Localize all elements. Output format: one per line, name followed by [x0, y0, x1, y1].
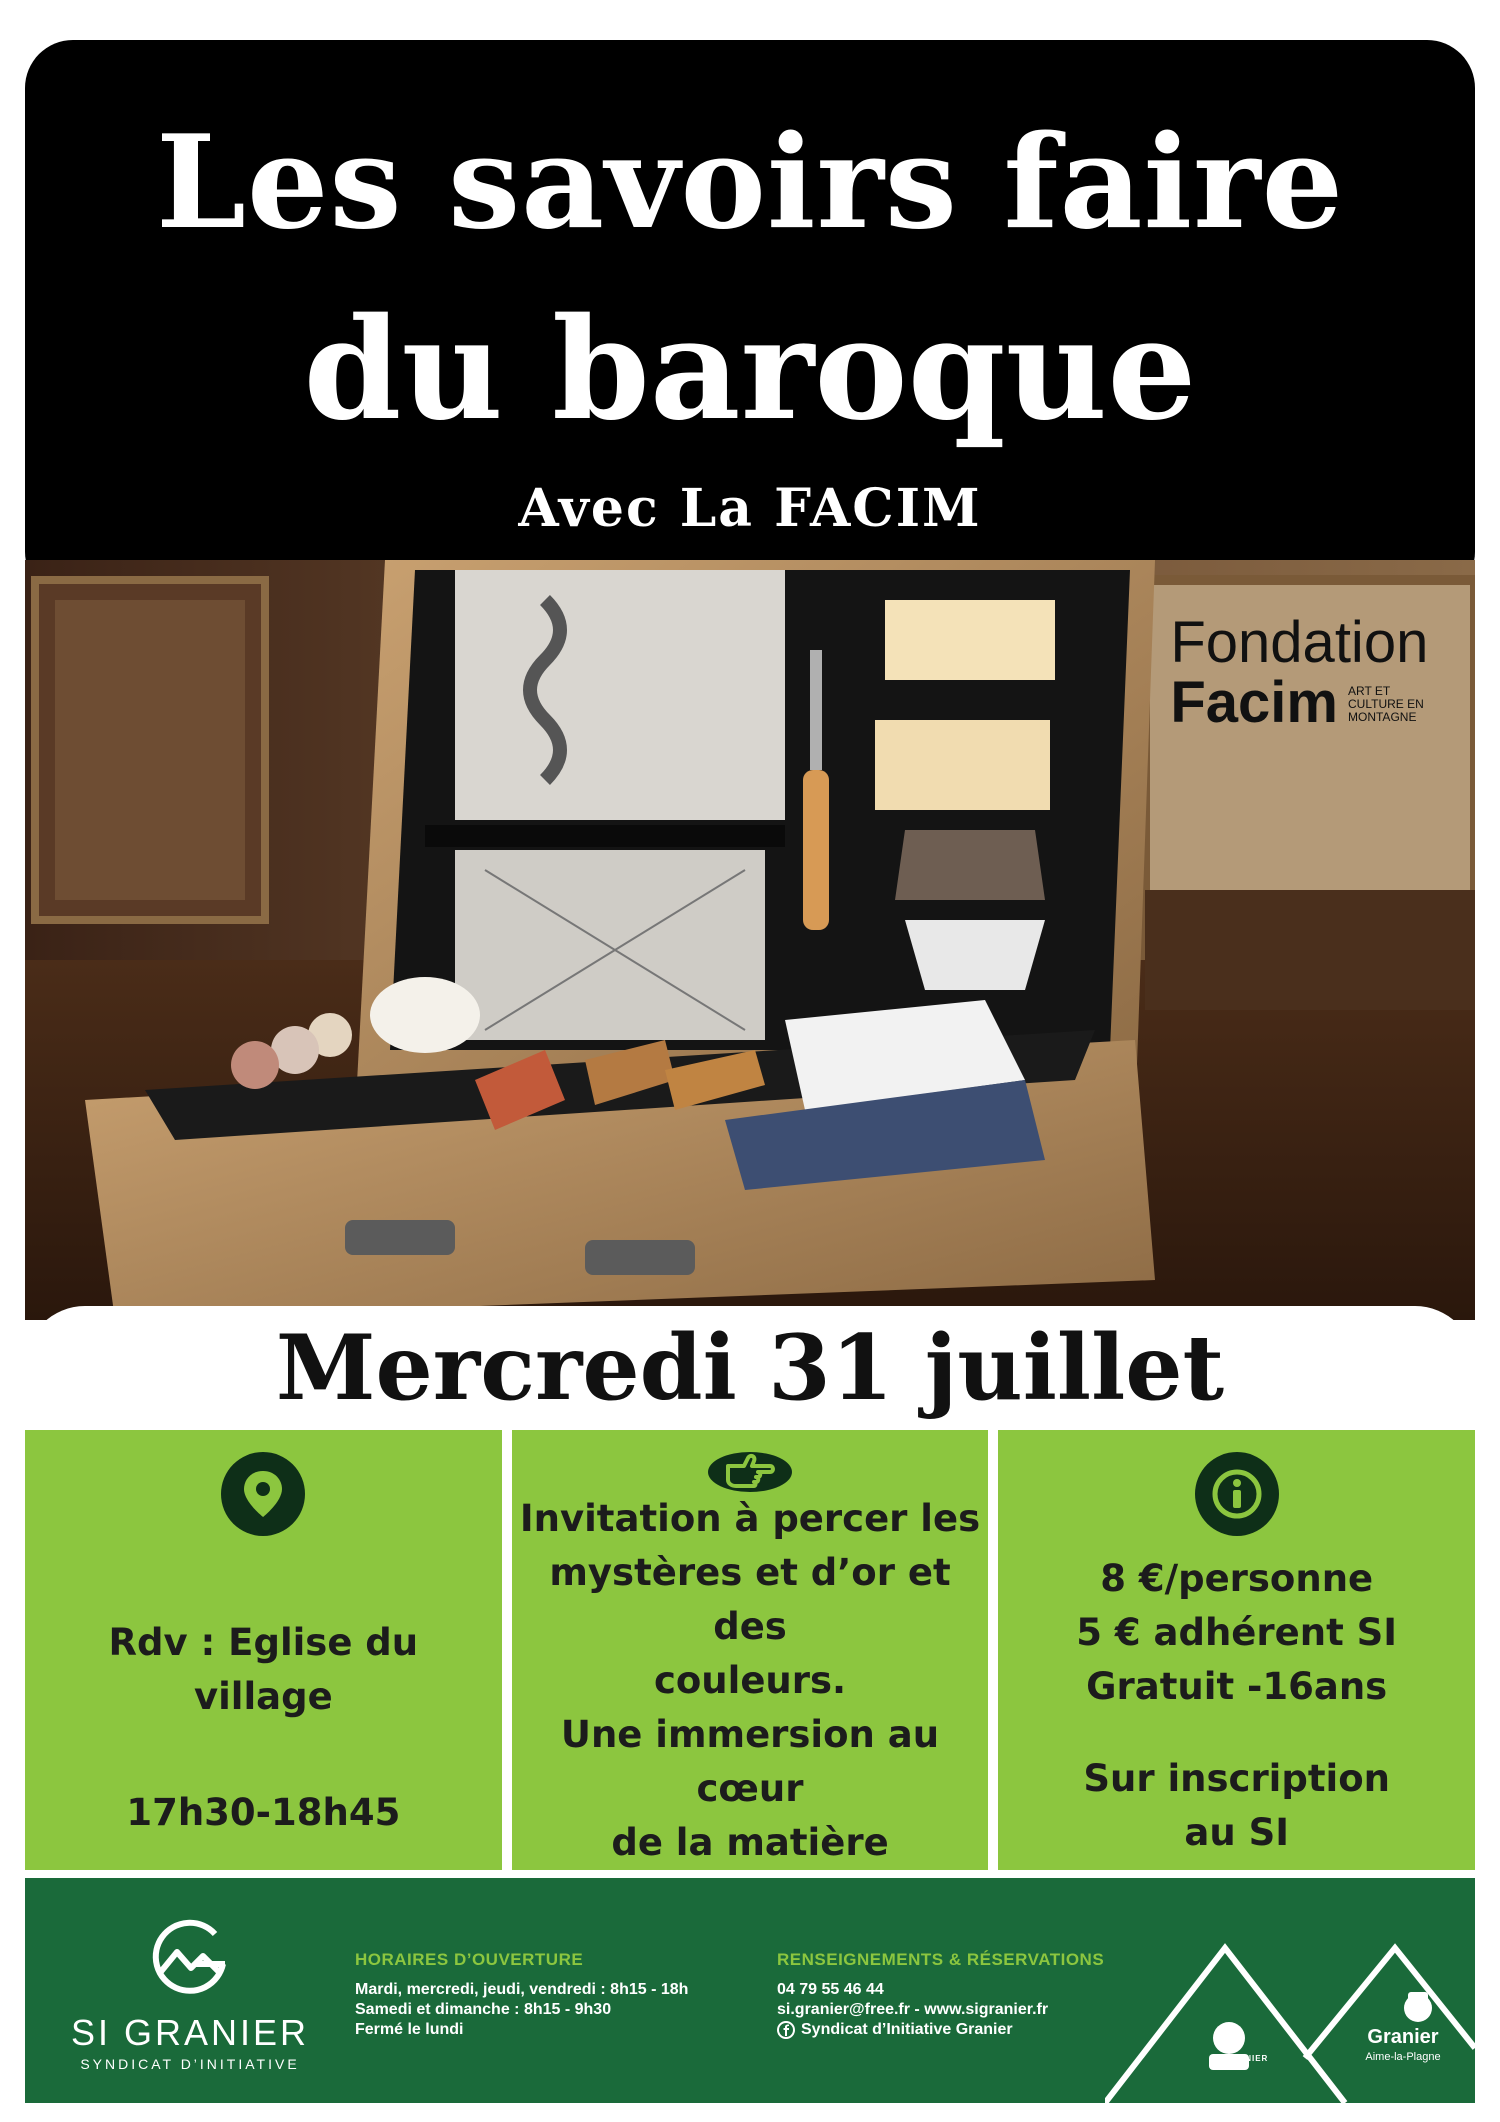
- contact-heading: RENSEIGNEMENTS & RÉSERVATIONS: [777, 1950, 1105, 1969]
- description-line-3: couleurs.: [653, 1659, 847, 1702]
- event-date: Mercredi 31 juillet: [275, 1315, 1225, 1421]
- location-column: [25, 1430, 502, 1870]
- fondation-tagline: ART ET CULTURE EN MONTAGNE: [1348, 684, 1424, 724]
- opening-hours: [355, 1950, 688, 2040]
- granier-mark-label: [1333, 2026, 1473, 2063]
- description-column: [512, 1430, 989, 1870]
- description-line-5: de la matière: [611, 1821, 889, 1864]
- description-line-4: Une immersion au cœur: [560, 1713, 940, 1810]
- phone-number: 04 79 55 46 44: [777, 1981, 884, 1998]
- email-website: si.granier@free.fr - www.sigranier.fr: [777, 2001, 1049, 2018]
- description-line-1: Invitation à percer les: [519, 1497, 981, 1540]
- info-icon: [1195, 1452, 1279, 1536]
- title-banner: [25, 40, 1475, 600]
- date-banner: [25, 1306, 1475, 1430]
- granier-mark-name: Granier: [1367, 2026, 1439, 2048]
- title-line-2: du baroque: [303, 288, 1197, 452]
- registration-line-1: Sur inscription: [1083, 1757, 1390, 1800]
- info-section: [25, 1430, 1475, 1870]
- facebook-label: Syndicat d’Initiative Granier: [801, 2021, 1013, 2038]
- price-line-3: Gratuit -16ans: [1086, 1665, 1388, 1708]
- fondation-line-1: Fondation: [1170, 610, 1429, 675]
- price-line-1: 8 €/personne: [1100, 1557, 1374, 1600]
- si-granier-logo: [65, 1912, 315, 2072]
- description-line-2: mystères et d’or et des: [549, 1551, 951, 1648]
- mountain-g-icon: [145, 1912, 235, 2002]
- granier-mark-place: Aime-la-Plagne: [1365, 2051, 1441, 2063]
- location-line-2: village: [193, 1675, 333, 1718]
- hours-heading: HORAIRES D’OUVERTURE: [355, 1950, 584, 1969]
- price-line-2: 5 € adhérent SI: [1076, 1611, 1398, 1654]
- si-granier-mark: SI GRANIER: [1211, 2054, 1269, 2063]
- subtitle: Avec La FACIM: [518, 478, 982, 539]
- fondation-facim-logo: [1170, 610, 1438, 735]
- si-granier-subtitle: SYNDICAT D’INITIATIVE: [80, 2056, 300, 2072]
- si-granier-name: SI GRANIER: [70, 2012, 310, 2053]
- registration-line-2: au SI: [1184, 1811, 1289, 1854]
- pointing-hand-icon: [708, 1452, 792, 1492]
- hours-line: Mardi, mercredi, jeudi, vendredi : 8h15 - 18h: [355, 1981, 689, 1998]
- event-time: 17h30-18h45: [126, 1791, 401, 1834]
- map-pin-icon: [221, 1452, 305, 1536]
- contact-info: [777, 1950, 1104, 2040]
- title-line-1: Les savoirs faire: [156, 108, 1344, 258]
- facebook-link: [777, 2020, 1104, 2040]
- hours-line: Fermé le lundi: [355, 2021, 464, 2038]
- mountain-outline-icon: [1105, 1918, 1475, 2103]
- location-line-1: Rdv : Eglise du: [108, 1621, 419, 1664]
- fondation-line-2: Facim: [1170, 670, 1338, 735]
- hours-line: Samedi et dimanche : 8h15 - 9h30: [355, 2001, 612, 2018]
- facebook-icon: [777, 2021, 795, 2039]
- footer: [25, 1878, 1475, 2103]
- pricing-column: [998, 1430, 1475, 1870]
